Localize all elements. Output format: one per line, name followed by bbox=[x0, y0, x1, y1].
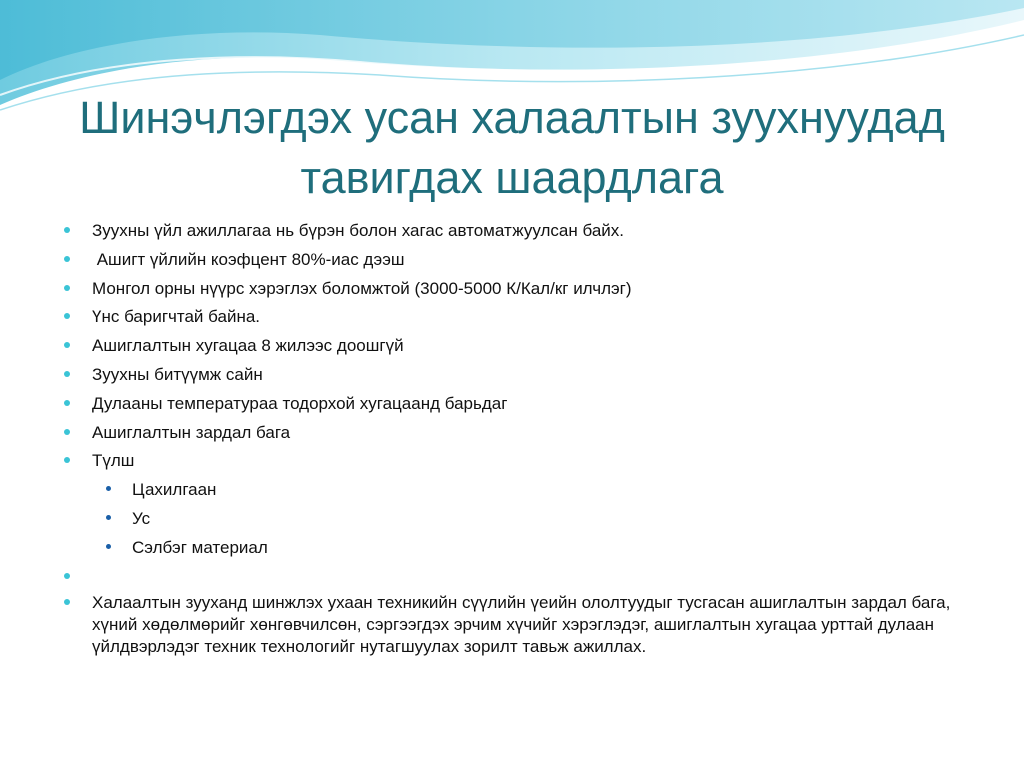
empty-bullet-item bbox=[62, 566, 982, 586]
bullet-item-summary: Халаалтын зууханд шинжлэх ухаан техникийн сүүлийн үеийн ололтуудыг тусгасан ашиглалтын зардал бага, хүний хөдөлмөрийг хөнгөвчилсөн, сэргээгдэх эрчим хүчийг хэрэглэдэг, ашиглалтын хугацаа урттай дулаан үйлдвэрлэдэг техник технологийг нутагшуулах зорилт тавьж ажиллах. bbox=[62, 592, 982, 658]
title-line-2: тавигдах шаардлага bbox=[300, 152, 724, 203]
bullet-item: Ашигт үйлийн коэфцент 80%-иас дээш bbox=[62, 249, 982, 271]
bullet-dot-icon bbox=[64, 227, 70, 233]
sub-bullet-dot-icon bbox=[106, 486, 111, 491]
bullet-item: Монгол орны нүүрс хэрэглэх боломжтой (3000-5000 К/Кал/кг илчлэг) bbox=[62, 278, 982, 300]
sub-bullet-item: Ус bbox=[62, 508, 982, 530]
sub-bullet-item: Цахилгаан bbox=[62, 479, 982, 501]
bullet-item-fuel: Түлш bbox=[62, 450, 982, 472]
bullet-item: Зуухны үйл ажиллагаа нь бүрэн болон хагас автоматжуулсан байх. bbox=[62, 220, 982, 242]
bullet-item: Ашиглалтын хугацаа 8 жилээс доошгүй bbox=[62, 335, 982, 357]
bullet-dot-icon bbox=[64, 429, 70, 435]
bullet-dot-icon bbox=[64, 400, 70, 406]
bullet-dot-icon bbox=[64, 457, 70, 463]
title-line-1: Шинэчлэгдэх усан халаалтын зуухнуудад bbox=[79, 92, 945, 143]
bullet-dot-icon bbox=[64, 599, 70, 605]
slide-title bbox=[40, 88, 984, 208]
bullet-dot-icon bbox=[64, 256, 70, 262]
slide-body bbox=[62, 220, 982, 665]
bullet-dot-icon bbox=[64, 285, 70, 291]
bullet-dot-icon bbox=[64, 573, 70, 579]
bullet-dot-icon bbox=[64, 313, 70, 319]
sub-bullet-item: Сэлбэг материал bbox=[62, 537, 982, 559]
sub-bullet-dot-icon bbox=[106, 515, 111, 520]
bullet-item: Ашиглалтын зардал бага bbox=[62, 422, 982, 444]
bullet-dot-icon bbox=[64, 342, 70, 348]
bullet-dot-icon bbox=[64, 371, 70, 377]
sub-bullet-dot-icon bbox=[106, 544, 111, 549]
bullet-item: Зуухны битүүмж сайн bbox=[62, 364, 982, 386]
bullet-item: Дулааны температураа тодорхой хугацаанд барьдаг bbox=[62, 393, 982, 415]
bullet-item: Үнс баригчтай байна. bbox=[62, 306, 982, 328]
